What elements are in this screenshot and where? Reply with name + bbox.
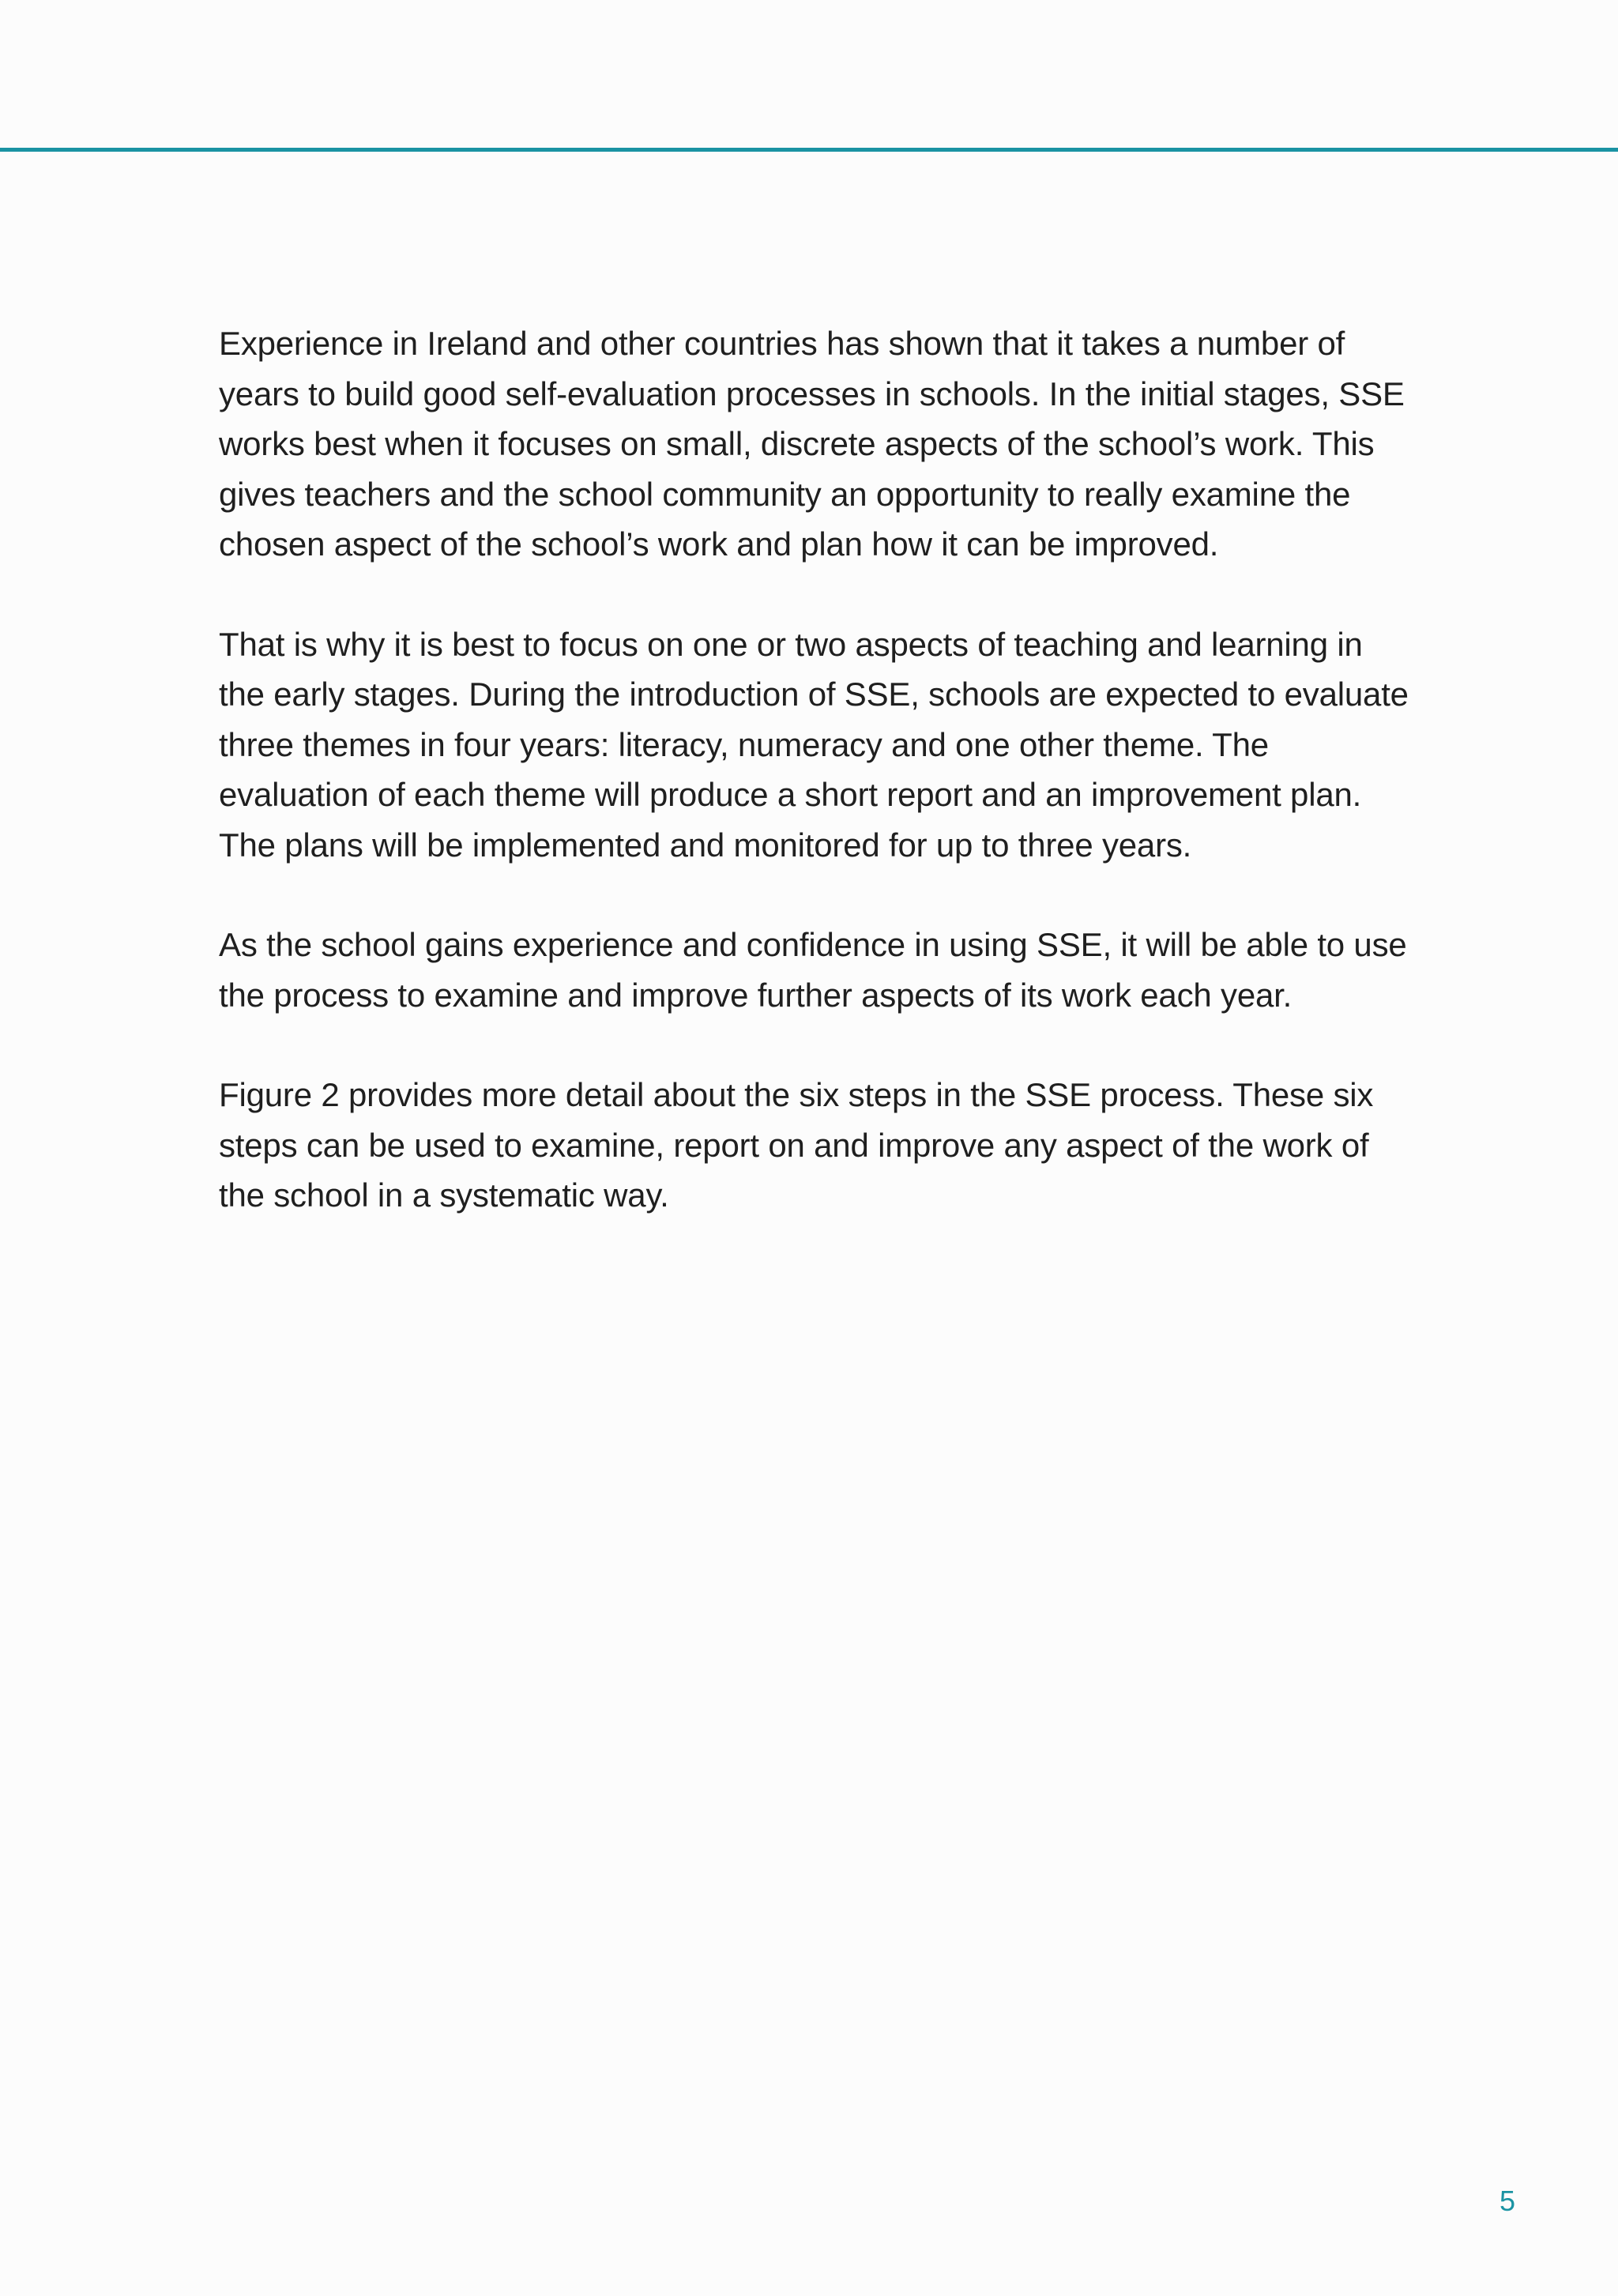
paragraph-3: As the school gains experience and confidence in using SSE, it will be able to use the process to examine and improve further aspects of its work each year. xyxy=(219,926,1407,1014)
paragraph-4: Figure 2 provides more detail about the six steps in the SSE process. These six steps can be used to examine, report on and improve any aspect of the work of the school in a systematic way. xyxy=(219,1076,1374,1214)
body-text xyxy=(219,318,1412,1270)
paragraph-1: Experience in Ireland and other countries has shown that it takes a number of years to build good self-evaluation processes in schools. In the initial stages, SSE works best when it focuses on small, discrete aspects of the school’s work. This gives teachers and the school community an opportunity to really examine the chosen aspect of the school’s work and plan how it can be improved. xyxy=(219,325,1405,563)
paragraph-2: That is why it is best to focus on one or two aspects of teaching and learning in the early stages. During the introduction of SSE, schools are expected to evaluate three themes in four years: literacy, numeracy and one other theme. The evaluation of each theme will produce a short report and an improvement plan. The plans will be implemented and monitored for up to three years. xyxy=(219,625,1409,864)
header-rule xyxy=(0,148,1618,152)
page-number: 5 xyxy=(1499,2185,1515,2217)
